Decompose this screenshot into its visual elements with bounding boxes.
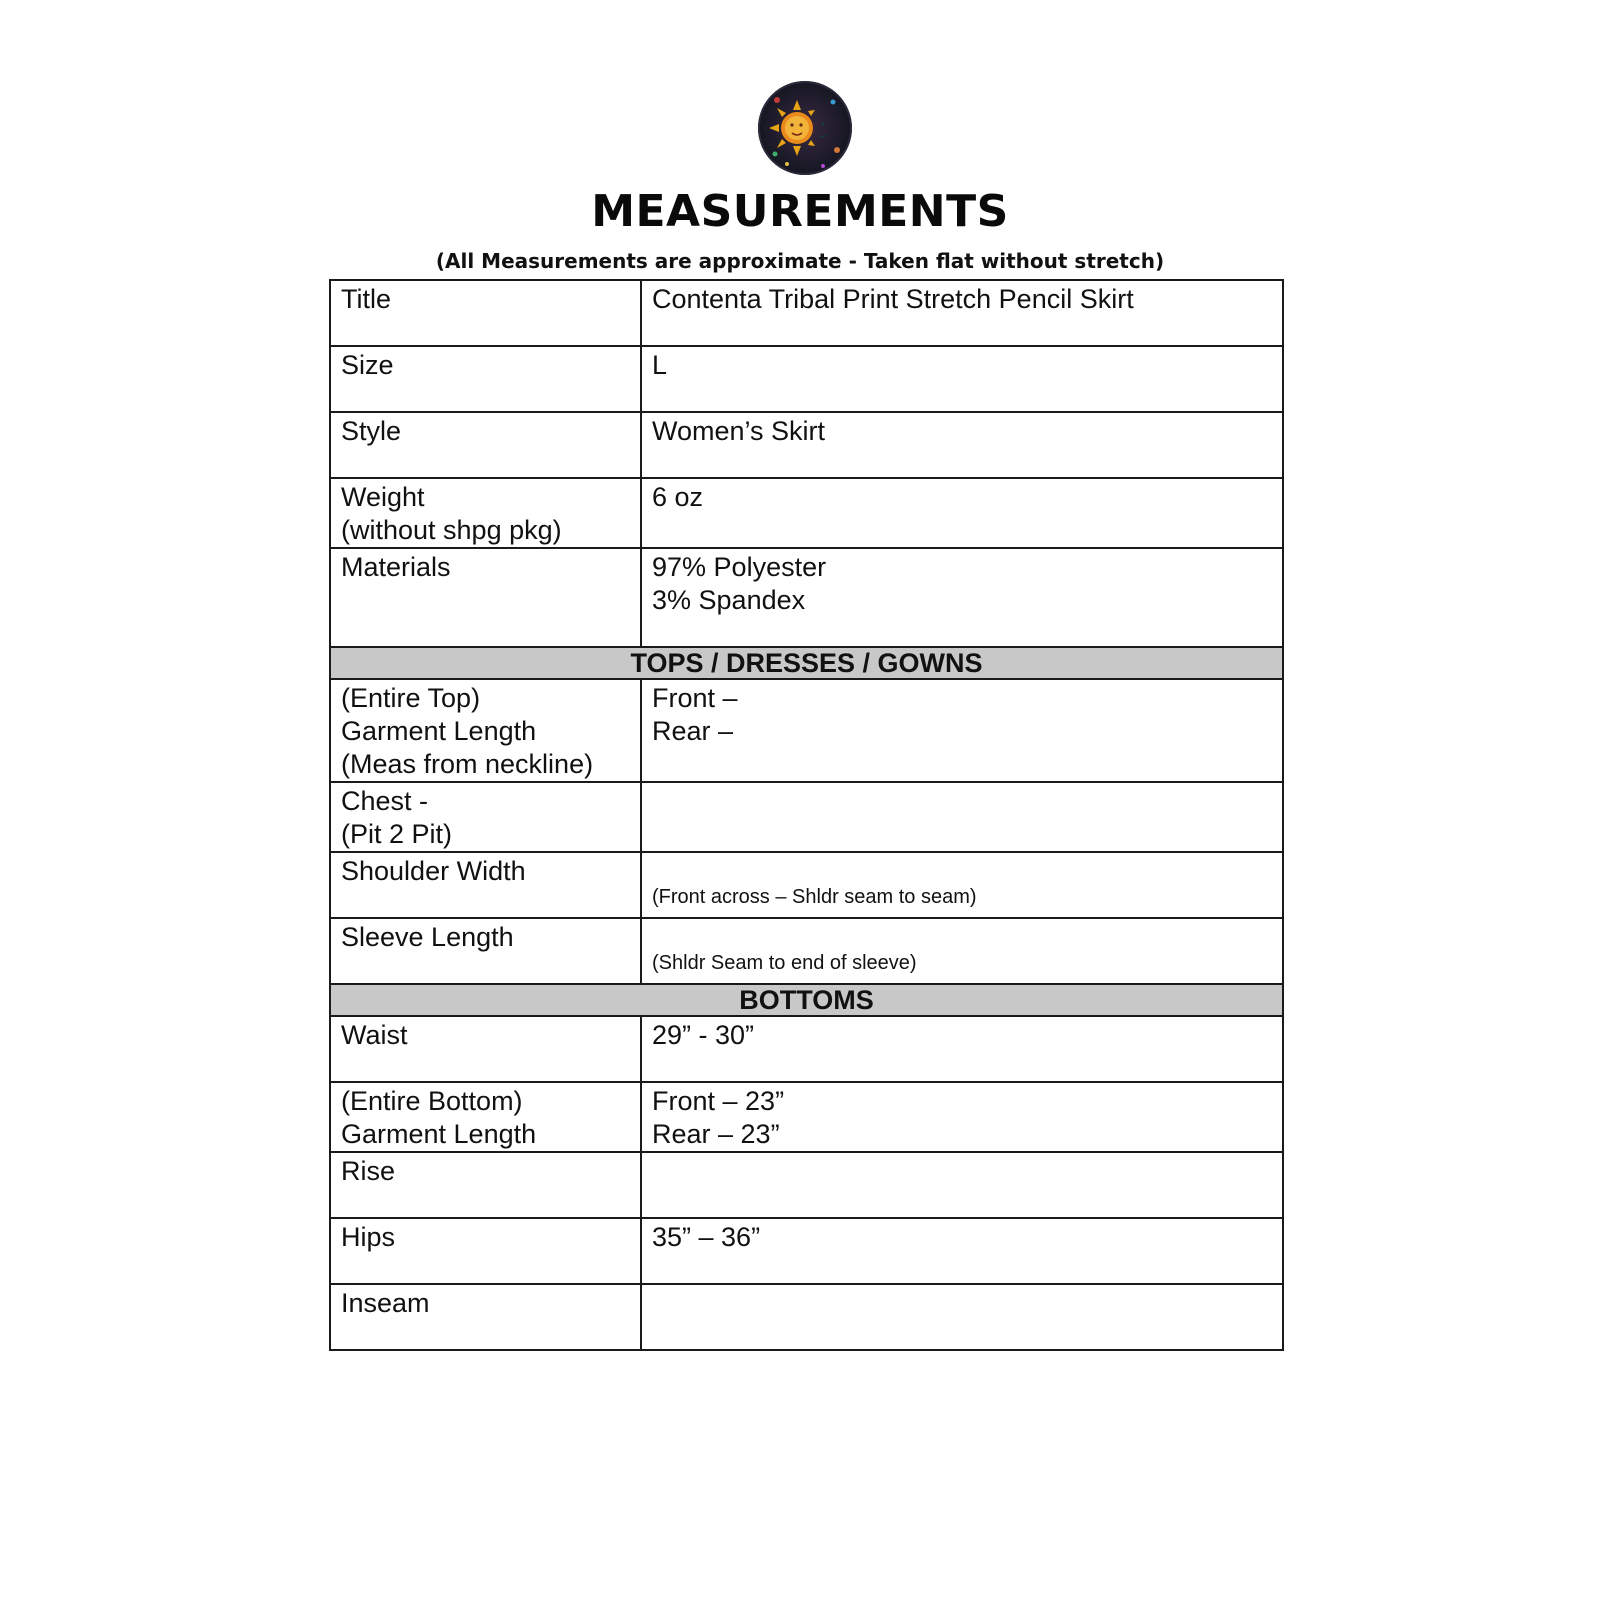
row-label: Shoulder Width [330,852,641,918]
table-row-sleeve [330,918,1283,984]
sun-moon-logo-icon [757,80,853,176]
row-label [330,478,641,548]
shoulder-note: (Front across – Shldr seam to seam) [652,886,977,908]
table-row-waist [330,1016,1283,1082]
table-row-bottom-length [330,1082,1283,1152]
row-label: Rise [330,1152,641,1218]
bottom-length-label-1: (Entire Bottom) [341,1086,523,1116]
table-row-materials [330,548,1283,647]
page-subtitle: (All Measurements are approximate - Taken flat without stretch) [435,249,1165,273]
section-header-tops [330,647,1283,679]
row-label: Hips [330,1218,641,1284]
materials-value-1: 97% Polyester [652,552,827,582]
table-row-rise [330,1152,1283,1218]
weight-label-note: (without shpg pkg) [341,515,562,545]
section-label: TOPS / DRESSES / GOWNS [330,647,1283,679]
table-row-inseam [330,1284,1283,1350]
page-title: MEASUREMENTS [591,186,1009,237]
row-value: L [641,346,1283,412]
table-row-weight [330,478,1283,548]
row-label: Title [330,280,641,346]
row-value [641,1152,1283,1218]
row-label: Materials [330,548,641,647]
row-value: Contenta Tribal Print Stretch Pencil Skirt [641,280,1283,346]
section-header-bottoms [330,984,1283,1016]
row-label: Inseam [330,1284,641,1350]
chest-label-2: (Pit 2 Pit) [341,819,453,849]
row-value: 29” - 30” [641,1016,1283,1082]
row-value [641,679,1283,782]
bottom-length-front: Front – 23” [652,1086,785,1116]
row-label: Size [330,346,641,412]
row-value: 35” – 36” [641,1218,1283,1284]
row-value [641,1082,1283,1152]
bottom-length-label-2: Garment Length [341,1119,537,1149]
row-label [330,782,641,852]
materials-value-2: 3% Spandex [652,585,806,615]
row-label [330,679,641,782]
top-length-label-1: (Entire Top) [341,683,481,713]
section-label: BOTTOMS [330,984,1283,1016]
sleeve-note: (Shldr Seam to end of sleeve) [652,952,917,974]
table-row-chest [330,782,1283,852]
table-row-shoulder [330,852,1283,918]
row-label: Style [330,412,641,478]
table-row-title [330,280,1283,346]
row-label: Waist [330,1016,641,1082]
row-label [330,1082,641,1152]
row-value: Women’s Skirt [641,412,1283,478]
table-row-top-length [330,679,1283,782]
row-value [641,918,1283,984]
table-row-style [330,412,1283,478]
table-row-size [330,346,1283,412]
table-row-hips [330,1218,1283,1284]
measurements-table [329,279,1284,1351]
chest-label-1: Chest - [341,786,429,816]
weight-label: Weight [341,482,425,512]
row-value: 6 oz [641,478,1283,548]
row-value [641,1284,1283,1350]
top-length-rear: Rear – [652,716,734,746]
bottom-length-rear: Rear – 23” [652,1119,780,1149]
row-value [641,782,1283,852]
row-value [641,548,1283,647]
top-length-label-2: Garment Length [341,716,537,746]
row-label: Sleeve Length [330,918,641,984]
row-value [641,852,1283,918]
top-length-front: Front – [652,683,738,713]
top-length-label-3: (Meas from neckline) [341,749,594,779]
